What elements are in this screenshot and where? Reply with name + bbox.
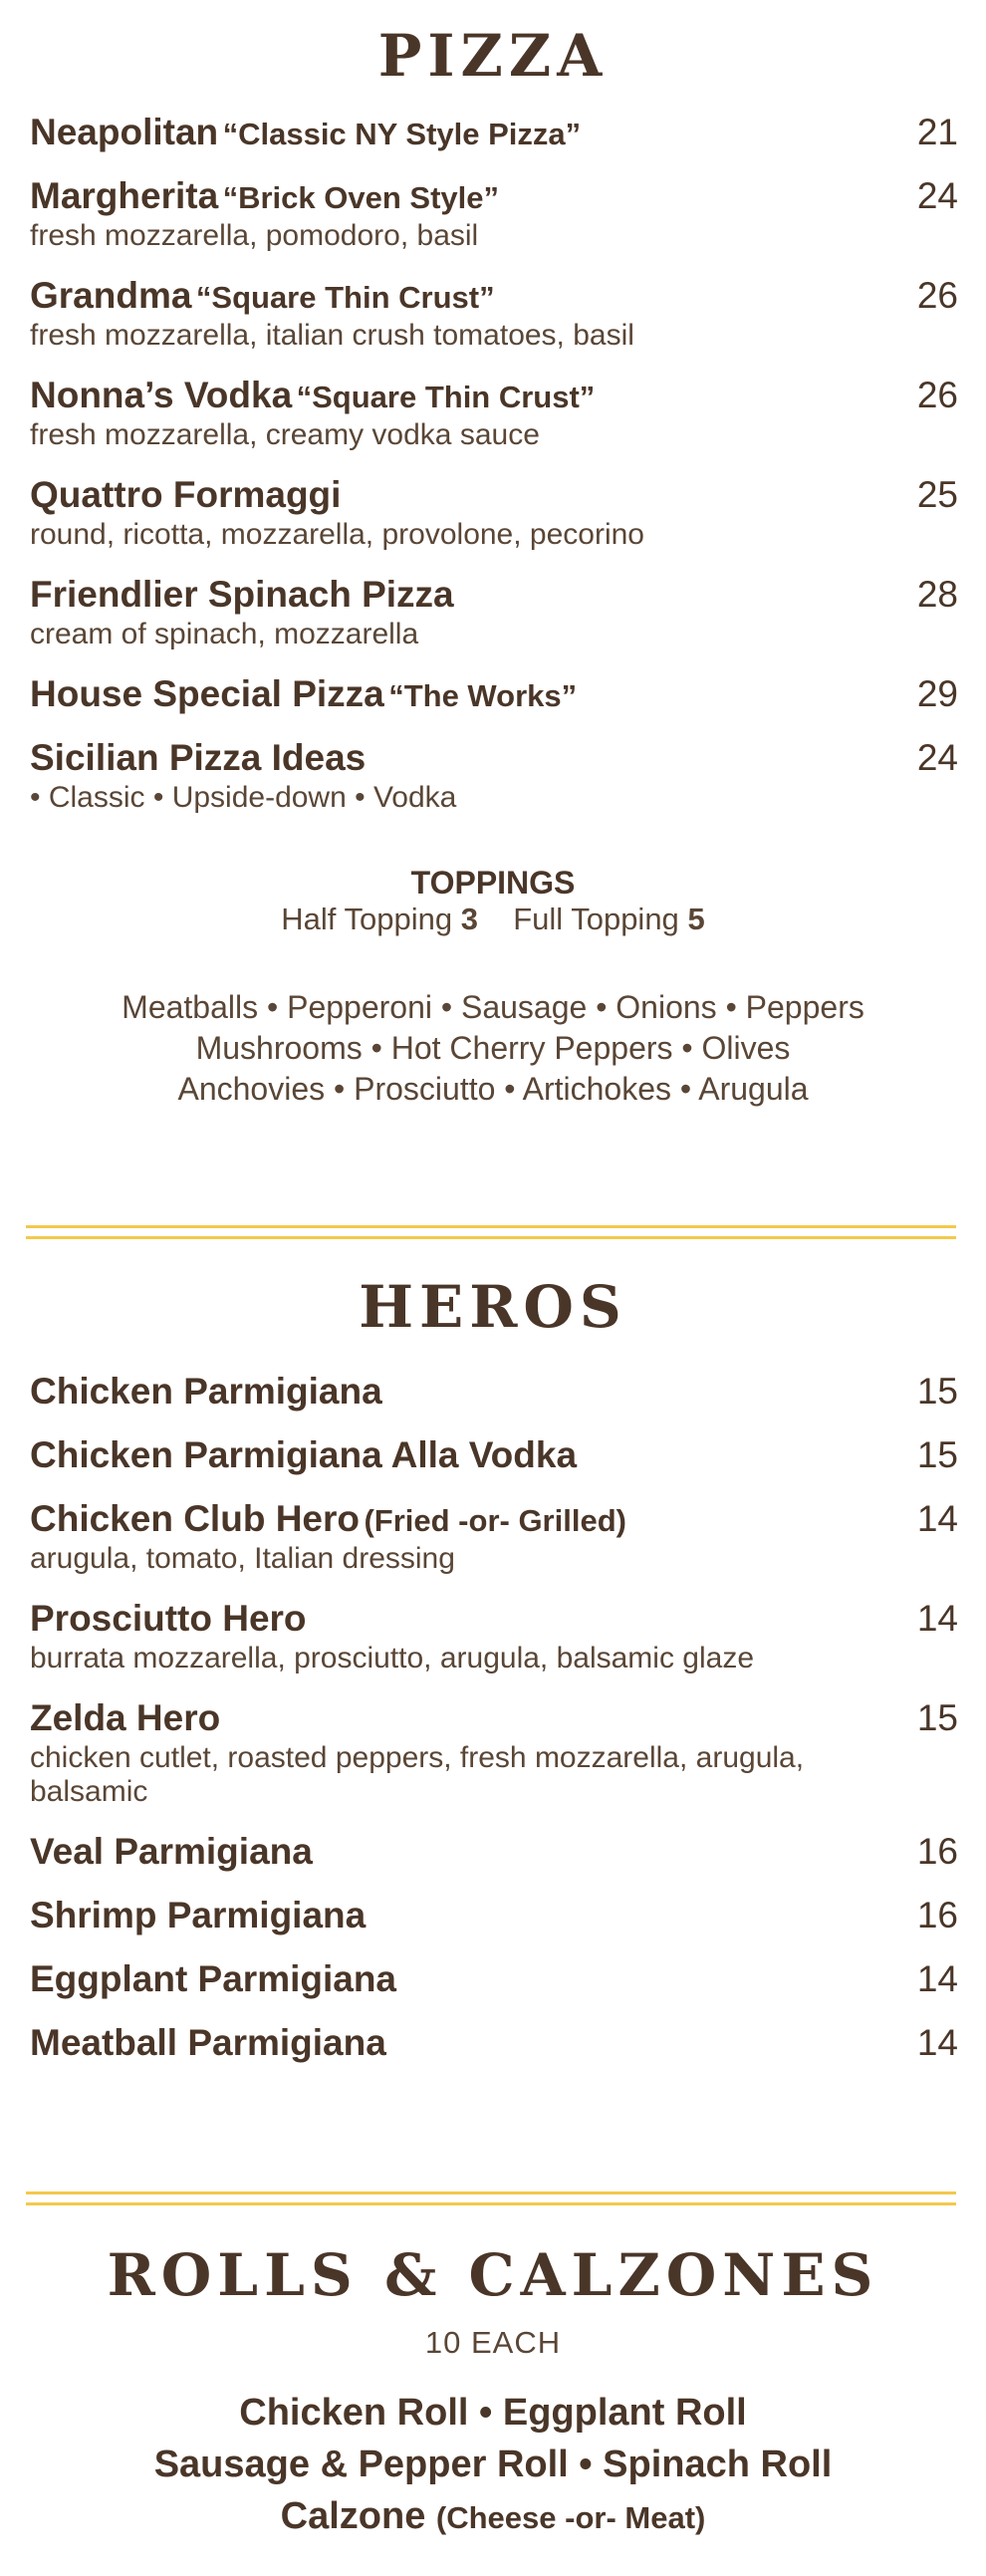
menu-item xyxy=(0,1895,986,1936)
menu-item-title xyxy=(30,1958,396,2000)
menu-item-name: House Special Pizza xyxy=(30,673,384,714)
menu-item-subtitle: “Brick Oven Style” xyxy=(222,180,500,215)
menu-item-title xyxy=(30,2022,386,2064)
menu-item-name: Grandma xyxy=(30,275,192,316)
full-topping-label: Full Topping xyxy=(513,902,679,936)
menu-item-name: Chicken Parmigiana Alla Vodka xyxy=(30,1434,578,1475)
menu-item-title xyxy=(30,175,499,217)
menu-item-subtitle: “Square Thin Crust” xyxy=(195,280,495,315)
menu-item-title xyxy=(30,1434,577,1476)
menu-item-description: fresh mozzarella, creamy vodka sauce xyxy=(30,418,540,451)
menu-item-price: 29 xyxy=(916,673,958,714)
menu-item-title xyxy=(30,275,495,317)
toppings-list xyxy=(0,987,986,1110)
menu-item xyxy=(0,1371,986,1413)
menu-item xyxy=(0,1697,986,1809)
menu-item-description: • Classic • Upside-down • Vodka xyxy=(30,781,457,814)
menu-item-header xyxy=(30,737,958,779)
menu-item xyxy=(0,1831,986,1873)
rolls-line: Sausage & Pepper Roll • Spinach Roll xyxy=(153,2444,833,2485)
menu-item-price: 26 xyxy=(916,375,958,415)
menu-item xyxy=(0,175,986,253)
menu-item-name: Nonna’s Vodka xyxy=(30,375,293,415)
menu-item-header xyxy=(30,275,958,317)
section-divider xyxy=(26,2191,956,2205)
menu-item-header xyxy=(30,1697,958,1739)
menu-item-price: 16 xyxy=(916,1831,958,1872)
menu-item-description: fresh mozzarella, italian crush tomatoes, basil xyxy=(30,319,634,352)
menu-item-subtitle: “Classic NY Style Pizza” xyxy=(222,117,582,151)
menu-item-subtitle: “Square Thin Crust” xyxy=(296,380,596,414)
menu-item-title xyxy=(30,737,366,779)
calzone-line xyxy=(0,2490,986,2544)
menu-item xyxy=(0,1434,986,1476)
menu-item-header xyxy=(30,112,958,153)
menu-item-description: burrata mozzarella, prosciutto, arugula, balsamic glaze xyxy=(30,1642,755,1674)
heros-section-title: HEROS xyxy=(359,1273,627,1341)
toppings-block xyxy=(0,865,986,1110)
rolls-price-note: 10 EACH xyxy=(424,2325,562,2360)
menu-item xyxy=(0,673,986,715)
menu-item-price: 24 xyxy=(916,737,958,778)
calzone-name: Calzone xyxy=(280,2495,426,2537)
menu-item-subtitle: (Fried -or- Grilled) xyxy=(364,1503,626,1538)
menu-item-description: chicken cutlet, roasted peppers, fresh mozzarella, arugula, balsamic xyxy=(30,1741,805,1808)
rolls-section-title: ROLLS & CALZONES xyxy=(107,2241,879,2309)
rolls-line: Chicken Roll • Eggplant Roll xyxy=(239,2392,747,2434)
menu-item-title xyxy=(30,112,581,153)
menu-item xyxy=(0,737,986,815)
menu-item-header xyxy=(30,375,958,416)
menu-item-name: Zelda Hero xyxy=(30,1697,221,1738)
menu-item-name: Prosciutto Hero xyxy=(30,1598,307,1639)
menu-item-name: Shrimp Parmigiana xyxy=(30,1895,367,1935)
menu-item-header xyxy=(30,1958,958,2000)
menu-item-name: Margherita xyxy=(30,175,219,216)
half-topping-label: Half Topping xyxy=(281,902,453,936)
menu-item-price: 16 xyxy=(916,1895,958,1935)
pizza-section-title: PIZZA xyxy=(377,22,609,90)
menu-item-price: 15 xyxy=(916,1371,958,1412)
menu-item xyxy=(0,275,986,353)
menu-item-header xyxy=(30,574,958,616)
menu-item-title xyxy=(30,1697,220,1739)
menu-item-price: 14 xyxy=(916,2022,958,2063)
menu-item-description: round, ricotta, mozzarella, provolone, pecorino xyxy=(30,518,644,551)
menu-item-header xyxy=(30,1498,958,1540)
menu-item-price: 15 xyxy=(916,1434,958,1475)
toppings-line: Anchovies • Prosciutto • Artichokes • Arugula xyxy=(177,1071,809,1107)
menu-item xyxy=(0,1598,986,1675)
toppings-title: TOPPINGS xyxy=(410,865,576,901)
heros-menu-list xyxy=(0,1371,986,2086)
menu-item-name: Veal Parmigiana xyxy=(30,1831,313,1872)
menu-item-price: 28 xyxy=(916,574,958,615)
menu-item xyxy=(0,2022,986,2064)
menu-item-name: Meatball Parmigiana xyxy=(30,2022,386,2063)
menu-item-subtitle: “The Works” xyxy=(388,678,578,713)
menu-item-header xyxy=(30,1434,958,1476)
menu-item-title xyxy=(30,1831,313,1873)
menu-item-title xyxy=(30,574,454,616)
menu-item-price: 25 xyxy=(916,474,958,515)
menu-item-title xyxy=(30,474,341,516)
pizza-menu-list xyxy=(0,112,986,837)
menu-item-header xyxy=(30,1831,958,1873)
menu-item xyxy=(0,574,986,651)
menu-item-price: 26 xyxy=(916,275,958,316)
menu-item-description: cream of spinach, mozzarella xyxy=(30,618,419,650)
section-divider xyxy=(26,1225,956,1239)
toppings-prices xyxy=(0,902,986,937)
menu-item-title xyxy=(30,1371,382,1413)
full-topping-price: 5 xyxy=(687,902,705,936)
menu-item-title xyxy=(30,1498,626,1540)
menu-item-title xyxy=(30,673,577,715)
menu-item-title xyxy=(30,1598,307,1640)
rolls-list xyxy=(0,2387,986,2544)
menu-item-price: 14 xyxy=(916,1498,958,1539)
menu-item-description: fresh mozzarella, pomodoro, basil xyxy=(30,219,479,252)
menu-item-name: Quattro Formaggi xyxy=(30,474,342,515)
menu-item-header xyxy=(30,1371,958,1413)
menu-item-name: Neapolitan xyxy=(30,112,219,152)
menu-item-description: arugula, tomato, Italian dressing xyxy=(30,1542,455,1575)
menu-item-header xyxy=(30,1598,958,1640)
menu-item-name: Eggplant Parmigiana xyxy=(30,1958,397,1999)
menu-item-header xyxy=(30,673,958,715)
menu-item-price: 21 xyxy=(916,112,958,152)
menu-item xyxy=(0,1958,986,2000)
menu-item xyxy=(0,474,986,552)
menu-item xyxy=(0,1498,986,1576)
menu-item-price: 14 xyxy=(916,1598,958,1639)
menu-item-name: Friendlier Spinach Pizza xyxy=(30,574,454,615)
menu-item-title xyxy=(30,1895,366,1936)
menu-item-price: 24 xyxy=(916,175,958,216)
calzone-options: (Cheese -or- Meat) xyxy=(435,2500,706,2535)
menu-item-name: Chicken Parmigiana xyxy=(30,1371,382,1412)
menu-item xyxy=(0,375,986,452)
menu-item-header xyxy=(30,2022,958,2064)
menu-item-name: Chicken Club Hero xyxy=(30,1498,360,1539)
toppings-line: Mushrooms • Hot Cherry Peppers • Olives xyxy=(195,1030,791,1066)
toppings-line: Meatballs • Pepperoni • Sausage • Onions • Peppers xyxy=(122,989,864,1025)
menu-item-title xyxy=(30,375,595,416)
menu-item-price: 14 xyxy=(916,1958,958,1999)
menu-item xyxy=(0,112,986,153)
menu-item-header xyxy=(30,1895,958,1936)
menu-item-header xyxy=(30,474,958,516)
half-topping-price: 3 xyxy=(460,902,478,936)
menu-item-price: 15 xyxy=(916,1697,958,1738)
menu-item-header xyxy=(30,175,958,217)
menu-item-name: Sicilian Pizza Ideas xyxy=(30,737,367,778)
